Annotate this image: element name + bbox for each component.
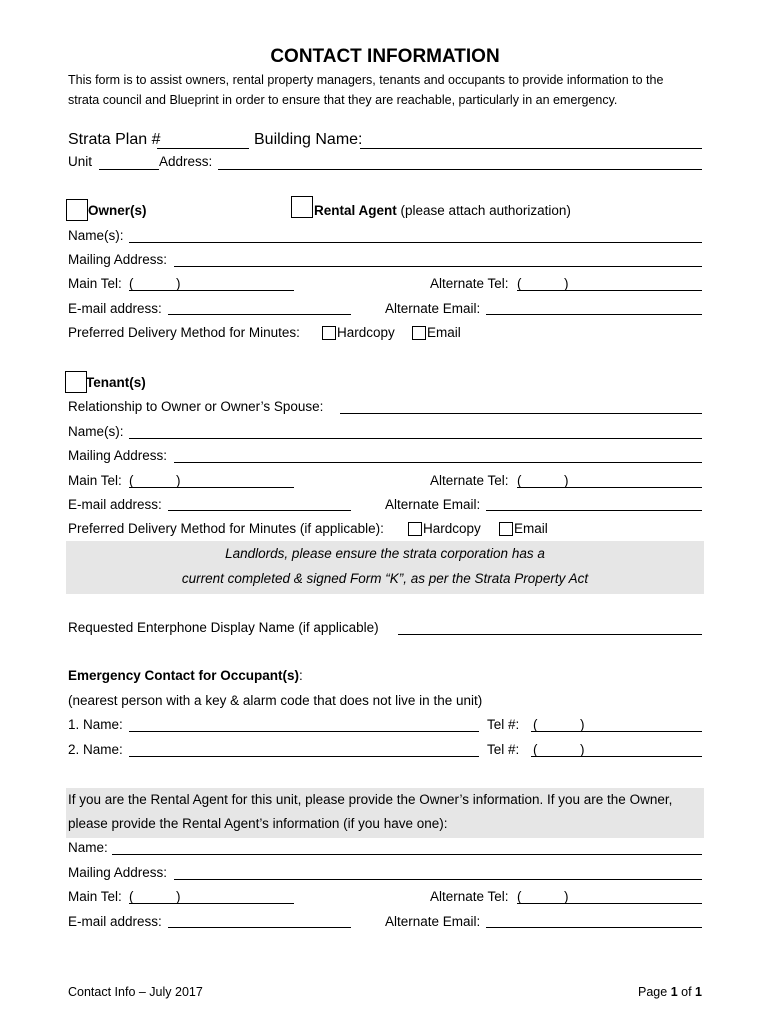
owner-hardcopy-label: Hardcopy: [337, 325, 395, 340]
agent-owner-alt-tel-open: (: [517, 889, 522, 904]
owner-delivery-label: Preferred Delivery Method for Minutes:: [68, 325, 300, 340]
agent-owner-alt-tel-field[interactable]: [517, 903, 702, 904]
footer-page-prefix: Page: [638, 985, 668, 999]
owner-names-label: Name(s):: [68, 228, 124, 243]
tenant-names-label: Name(s):: [68, 424, 124, 439]
owner-mailing-label: Mailing Address:: [68, 252, 168, 267]
owner-mailing-field[interactable]: [174, 266, 702, 267]
unit-field[interactable]: [99, 169, 159, 170]
tenant-mailing-field[interactable]: [174, 462, 702, 463]
emergency-heading-text: Emergency Contact for Occupant(s): [68, 668, 300, 683]
page-title: CONTACT INFORMATION: [270, 46, 500, 67]
agent-owner-notice-line-2: please provide the Rental Agent’s information (if you have one):: [68, 816, 448, 831]
owner-main-tel-label: Main Tel:: [68, 276, 122, 291]
rental-agent-note: (please attach authorization): [400, 203, 571, 218]
footer-page-number: [638, 985, 702, 999]
tenant-alt-email-field[interactable]: [486, 510, 702, 511]
tenant-relationship-field[interactable]: [340, 413, 702, 414]
owner-alt-tel-close: ): [564, 276, 569, 291]
owner-main-tel-open: (: [129, 276, 134, 291]
enterphone-field[interactable]: [398, 634, 702, 635]
agent-owner-mailing-field[interactable]: [174, 879, 702, 880]
owner-alt-tel-field[interactable]: [517, 290, 702, 291]
tenant-hardcopy-checkbox[interactable]: [408, 522, 422, 536]
owner-email-field[interactable]: [168, 314, 351, 315]
tenant-email-field[interactable]: [168, 510, 351, 511]
intro-line-2: strata council and Blueprint in order to ensure that they are reachable, particularly in an emergency.: [68, 93, 618, 107]
landlord-notice-line-1: Landlords, please ensure the strata corporation has a: [225, 546, 545, 561]
tenant-alt-tel-label: Alternate Tel:: [430, 473, 509, 488]
tenant-alt-tel-field[interactable]: [517, 487, 702, 488]
tenant-label: Tenant(s): [86, 375, 146, 390]
building-name-field[interactable]: [360, 148, 702, 149]
emergency-tel-1-close: ): [580, 717, 585, 732]
tenant-email-option-label: Email: [514, 521, 548, 536]
agent-owner-name-field[interactable]: [112, 854, 702, 855]
emergency-heading-colon: :: [299, 668, 303, 683]
rental-agent-label: Rental Agent: [314, 203, 397, 218]
emergency-name-2-field[interactable]: [129, 756, 479, 757]
agent-owner-notice-line-1: If you are the Rental Agent for this unit, please provide the Owner’s information. If you are the Owner,: [68, 792, 673, 807]
owner-email-checkbox[interactable]: [412, 326, 426, 340]
agent-owner-alt-tel-close: ): [564, 889, 569, 904]
tenant-main-tel-label: Main Tel:: [68, 473, 122, 488]
building-name-label: Building Name:: [254, 131, 363, 148]
agent-owner-email-field[interactable]: [168, 927, 351, 928]
address-label: Address:: [159, 154, 213, 169]
tenant-email-label: E-mail address:: [68, 497, 162, 512]
owner-hardcopy-checkbox[interactable]: [322, 326, 336, 340]
agent-owner-name-label: Name:: [68, 840, 108, 855]
owner-checkbox[interactable]: [66, 199, 88, 221]
tenant-email-checkbox[interactable]: [499, 522, 513, 536]
rental-agent-checkbox[interactable]: [291, 196, 313, 218]
tenant-names-field[interactable]: [129, 438, 702, 439]
owner-alt-email-field[interactable]: [486, 314, 702, 315]
intro-line-1: This form is to assist owners, rental property managers, tenants and occupants to provide information to the: [68, 73, 664, 87]
agent-owner-main-tel-label: Main Tel:: [68, 889, 122, 904]
footer-page-of: of: [681, 985, 692, 999]
enterphone-label: Requested Enterphone Display Name (if applicable): [68, 620, 379, 635]
owner-main-tel-field[interactable]: [129, 290, 294, 291]
tenant-alt-tel-close: ): [564, 473, 569, 488]
footer-page-total: 1: [695, 985, 702, 999]
tenant-hardcopy-label: Hardcopy: [423, 521, 481, 536]
emergency-tel-2-field[interactable]: [531, 756, 702, 757]
owner-email-label: E-mail address:: [68, 301, 162, 316]
agent-owner-main-tel-open: (: [129, 889, 134, 904]
emergency-note: (nearest person with a key & alarm code that does not live in the unit): [68, 693, 483, 708]
tenant-alt-tel-open: (: [517, 473, 522, 488]
emergency-name-1-field[interactable]: [129, 731, 479, 732]
rental-agent-heading: [314, 203, 571, 218]
agent-owner-email-label: E-mail address:: [68, 914, 162, 929]
emergency-tel-1-label: Tel #:: [487, 717, 520, 732]
tenant-main-tel-field[interactable]: [129, 487, 294, 488]
address-field[interactable]: [218, 169, 702, 170]
tenant-mailing-label: Mailing Address:: [68, 448, 168, 463]
emergency-tel-1-field[interactable]: [531, 731, 702, 732]
tenant-relationship-label: Relationship to Owner or Owner’s Spouse:: [68, 399, 324, 414]
agent-owner-alt-email-field[interactable]: [486, 927, 702, 928]
agent-owner-alt-tel-label: Alternate Tel:: [430, 889, 509, 904]
footer-doc-info: Contact Info – July 2017: [68, 985, 203, 999]
agent-owner-main-tel-field[interactable]: [129, 903, 294, 904]
landlord-notice-line-2: current completed & signed Form “K”, as per the Strata Property Act: [181, 571, 589, 586]
agent-owner-main-tel-close: ): [176, 889, 181, 904]
strata-plan-field[interactable]: [157, 148, 249, 149]
emergency-name-2-label: 2. Name:: [68, 742, 123, 757]
owner-email-option-label: Email: [427, 325, 461, 340]
emergency-tel-2-close: ): [580, 742, 585, 757]
emergency-tel-2-open: (: [533, 742, 538, 757]
owner-alt-tel-label: Alternate Tel:: [430, 276, 509, 291]
agent-owner-alt-email-label: Alternate Email:: [385, 914, 481, 929]
tenant-main-tel-open: (: [129, 473, 134, 488]
owner-alt-email-label: Alternate Email:: [385, 301, 481, 316]
owner-names-field[interactable]: [129, 242, 702, 243]
emergency-heading: [68, 668, 303, 683]
owner-label: Owner(s): [88, 203, 147, 218]
tenant-main-tel-close: ): [176, 473, 181, 488]
unit-label: Unit: [68, 154, 93, 169]
emergency-tel-2-label: Tel #:: [487, 742, 520, 757]
tenant-delivery-label: Preferred Delivery Method for Minutes (if applicable):: [68, 521, 384, 536]
owner-alt-tel-open: (: [517, 276, 522, 291]
agent-owner-mailing-label: Mailing Address:: [68, 865, 168, 880]
emergency-name-1-label: 1. Name:: [68, 717, 123, 732]
tenant-checkbox[interactable]: [65, 371, 87, 393]
owner-main-tel-close: ): [176, 276, 181, 291]
emergency-tel-1-open: (: [533, 717, 538, 732]
strata-plan-label: Strata Plan #: [68, 131, 161, 148]
tenant-alt-email-label: Alternate Email:: [385, 497, 481, 512]
footer-page-current: 1: [670, 985, 678, 999]
